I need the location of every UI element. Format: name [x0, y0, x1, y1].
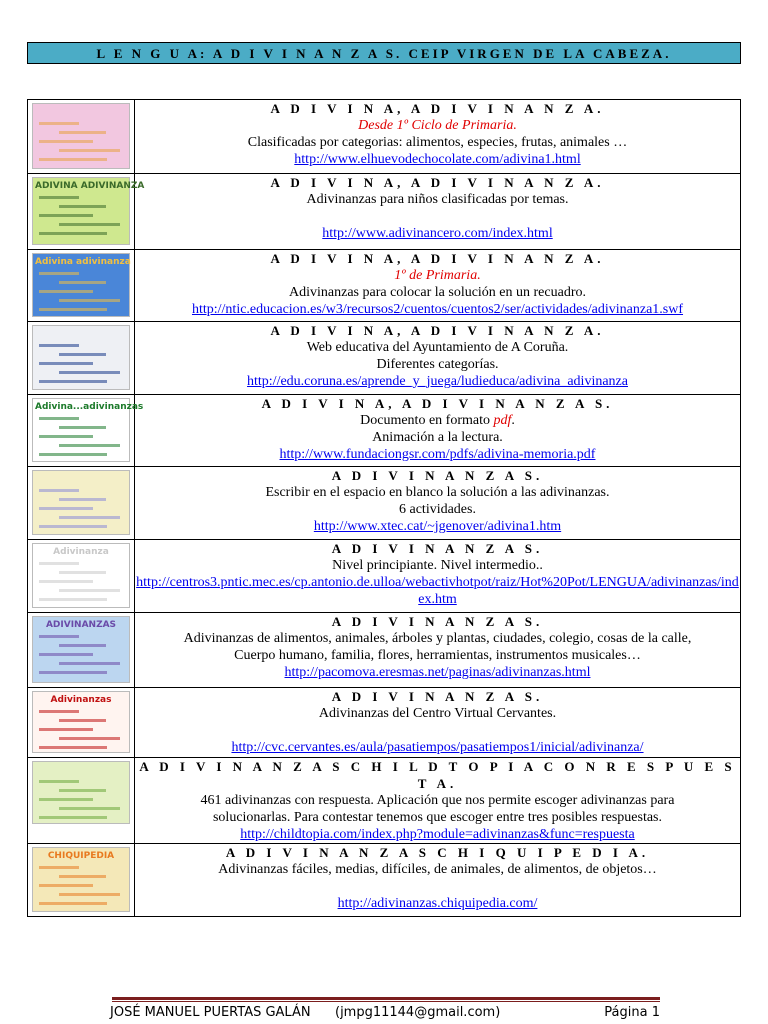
table-row — [28, 174, 741, 250]
thumbnail-cell — [28, 467, 135, 540]
resource-info-cell — [135, 100, 741, 174]
thumbnail-decor — [39, 798, 93, 801]
thumbnail-decor — [39, 746, 107, 749]
resource-title: A D I V I N A N Z A S. — [331, 614, 544, 629]
website-thumbnail — [32, 761, 130, 824]
table-row — [28, 540, 741, 613]
resource-description — [135, 722, 740, 739]
thumbnail-cell — [28, 688, 135, 758]
thumbnail-decor — [39, 362, 93, 365]
thumbnail-decor — [39, 196, 79, 199]
table-row — [28, 100, 741, 174]
thumbnail-cell — [28, 174, 145, 250]
thumbnail-decor — [39, 158, 107, 161]
resource-link-line — [135, 301, 740, 318]
thumbnail-decor — [59, 893, 120, 896]
thumbnail-decor — [39, 884, 93, 887]
thumbnail-decor — [39, 653, 93, 656]
thumbnail-decor — [39, 344, 79, 347]
resource-link-line — [135, 518, 740, 535]
resource-link-line — [135, 225, 740, 242]
thumbnail-cell — [28, 758, 135, 844]
resource-info-cell — [135, 844, 741, 917]
website-thumbnail — [32, 543, 130, 608]
resource-link-line — [135, 664, 740, 681]
thumbnail-decor — [39, 507, 93, 510]
thumbnail-decor — [39, 380, 107, 383]
resource-description: Animación a la lectura. — [372, 430, 503, 445]
thumbnail-decor — [39, 635, 79, 638]
resource-title: A D I V I N A N Z A S. — [331, 541, 544, 556]
thumbnail-decor — [59, 205, 106, 208]
resource-description: Adivinanzas fáciles, medias, difíciles, de animales, de alimentos, de objetos… — [218, 862, 657, 877]
resource-description: Nivel principiante. Nivel intermedio.. — [332, 558, 543, 573]
thumbnail-decor — [59, 719, 106, 722]
resource-link-line — [135, 895, 740, 912]
thumbnail-decor — [59, 498, 106, 501]
thumbnail-decor — [39, 710, 79, 713]
resource-title: A D I V I N A N Z A S C H I L D T O P I A C O N R E S P U E S T A. — [139, 759, 736, 791]
thumbnail-cell — [28, 100, 135, 174]
thumbnail-decor — [39, 525, 107, 528]
author-email: (jmpg11144@gmail.com) — [335, 1005, 501, 1020]
author-name: JOSÉ MANUEL PUERTAS GALÁN — [110, 1005, 311, 1020]
thumbnail-decor — [39, 453, 107, 456]
thumbnail-decor — [39, 435, 93, 438]
resource-link-line — [135, 446, 740, 463]
thumbnail-label: Adivinanza — [53, 547, 109, 557]
thumbnail-decor — [59, 516, 120, 519]
header-title: L E N G U A: A D I V I N A N Z A S. CEIP VIRGEN DE LA CABEZA. — [96, 46, 672, 61]
resource-title: A D I V I N A, A D I V I N A N Z A. — [270, 101, 605, 116]
footer-rule-thin — [112, 1001, 660, 1002]
thumbnail-decor — [39, 866, 79, 869]
thumbnail-decor — [59, 875, 106, 878]
resource-info-cell — [135, 250, 741, 322]
resource-link-line — [135, 739, 740, 756]
website-thumbnail — [32, 847, 130, 912]
resource-link[interactable]: http://centros3.pntic.mec.es/cp.antonio.de.ulloa/webactivhotpot/raiz/Hot%20Pot/LENGUA/adivinanzas/index.htm — [136, 575, 739, 607]
resource-link[interactable]: http://adivinanzas.chiquipedia.com/ — [337, 896, 538, 911]
resource-link[interactable]: http://pacomova.eresmas.net/paginas/adivinanzas.html — [284, 665, 591, 680]
thumbnail-decor — [59, 644, 106, 647]
thumbnail-label: Adivinanzas — [50, 695, 112, 705]
resource-description: Diferentes categorías. — [376, 357, 499, 372]
resource-link[interactable]: http://ntic.educacion.es/w3/recursos2/cuentos/cuentos2/ser/actividades/adivinanza1.swf — [191, 302, 684, 317]
table-row — [28, 844, 741, 917]
table-row — [28, 688, 741, 758]
thumbnail-decor — [59, 444, 120, 447]
resource-info-cell — [135, 395, 741, 467]
table-row — [28, 322, 741, 395]
resources-table — [27, 99, 741, 917]
resource-info-cell — [135, 613, 741, 688]
thumbnail-label: CHIQUIPEDIA — [47, 851, 115, 861]
resource-title: A D I V I N A, A D I V I N A N Z A. — [270, 251, 605, 266]
thumbnail-decor — [39, 562, 79, 565]
resource-title: A D I V I N A N Z A S. — [331, 468, 544, 483]
resource-link[interactable]: http://edu.coruna.es/aprende_y_juega/ludieduca/adivina_adivinanza — [247, 374, 628, 389]
resource-info-cell — [135, 322, 741, 395]
resource-info-cell — [135, 758, 741, 844]
thumbnail-cell — [28, 250, 135, 322]
resource-link-line — [135, 574, 740, 608]
resource-description — [135, 208, 740, 225]
resource-info-cell — [135, 467, 741, 540]
website-thumbnail — [32, 103, 130, 169]
thumbnail-label: Adivina...adivinanzas — [35, 402, 144, 412]
resource-description: solucionarlas. Para contestar tenemos que escoger entre tres posibles respuestas. — [212, 810, 663, 825]
website-thumbnail — [32, 616, 130, 683]
thumbnail-cell — [28, 613, 135, 688]
table-row — [28, 467, 741, 540]
thumbnail-decor — [39, 598, 107, 601]
resource-title: A D I V I N A N Z A S C H I Q U I P E D I A. — [225, 845, 650, 860]
resource-link[interactable]: http://www.xtec.cat/~jgenover/adivina1.htm — [313, 519, 562, 534]
resource-description: 6 actividades. — [399, 502, 476, 517]
website-thumbnail — [32, 177, 145, 245]
resource-level: 1º de Primaria. — [394, 268, 481, 283]
resource-description — [135, 878, 740, 895]
thumbnail-decor — [59, 299, 120, 302]
resource-description: Adivinanzas para niños clasificadas por temas. — [306, 192, 569, 207]
thumbnail-decor — [59, 426, 106, 429]
table-row — [28, 613, 741, 688]
website-thumbnail — [32, 253, 130, 317]
resource-description: Cuerpo humano, familia, flores, herramientas, instrumentos musicales… — [234, 648, 641, 663]
resource-description: Escribir en el espacio en blanco la solución a las adivinanzas. — [265, 485, 610, 500]
thumbnail-cell — [28, 395, 144, 467]
thumbnail-cell — [28, 322, 135, 395]
resource-info-cell — [135, 688, 741, 758]
resource-title: A D I V I N A, A D I V I N A N Z A. — [270, 323, 605, 338]
thumbnail-decor — [59, 662, 120, 665]
resource-description: 461 adivinanzas con respuesta. Aplicación que nos permite escoger adivinanzas para — [200, 793, 675, 808]
thumbnail-decor — [39, 214, 93, 217]
resource-info-cell — [135, 174, 741, 250]
website-thumbnail — [32, 691, 130, 753]
thumbnail-decor — [59, 131, 106, 134]
resource-description: Adivinanzas para colocar la solución en un recuadro. — [289, 285, 586, 300]
thumbnail-label: ADIVINA ADIVINANZA — [35, 181, 145, 191]
thumbnail-decor — [39, 580, 93, 583]
resource-title: A D I V I N A N Z A S. — [331, 689, 544, 704]
resource-level: Desde 1º Ciclo de Primaria. — [358, 118, 517, 133]
resource-link-line — [135, 373, 740, 390]
pdf-highlight: pdf — [493, 413, 512, 428]
thumbnail-decor — [39, 417, 79, 420]
table-row — [28, 758, 741, 844]
thumbnail-decor — [39, 272, 79, 275]
table-row — [28, 395, 741, 467]
thumbnail-decor — [39, 902, 107, 905]
page-header — [27, 42, 741, 64]
thumbnail-decor — [39, 671, 107, 674]
thumbnail-decor — [39, 780, 79, 783]
website-thumbnail — [32, 325, 130, 390]
thumbnail-decor — [39, 308, 107, 311]
resource-description: Adivinanzas de alimentos, animales, árboles y plantas, ciudades, colegio, cosas de la calle, — [183, 631, 692, 646]
resource-link[interactable]: http://cvc.cervantes.es/aula/pasatiempos/pasatiempos1/inicial/adivinanza/ — [231, 740, 644, 755]
resource-title: A D I V I N A, A D I V I N A N Z A S. — [261, 396, 614, 411]
resource-link[interactable]: http://www.adivinancero.com/index.html — [322, 226, 553, 241]
resource-title: A D I V I N A, A D I V I N A N Z A. — [270, 175, 605, 190]
thumbnail-decor — [59, 737, 120, 740]
footer-rule — [112, 997, 660, 1000]
thumbnail-cell — [28, 844, 135, 917]
table-row — [28, 250, 741, 322]
thumbnail-decor — [59, 371, 120, 374]
page-number: Página 1 — [604, 1005, 660, 1020]
resource-description: Documento en formato pdf. — [360, 413, 515, 428]
resource-link[interactable]: http://www.elhuevodechocolate.com/adivina1.html — [294, 152, 581, 167]
resource-description: Adivinanzas del Centro Virtual Cervantes. — [318, 706, 557, 721]
thumbnail-cell — [28, 540, 135, 613]
thumbnail-decor — [59, 589, 120, 592]
resource-description: Clasificadas por categorias: alimentos, especies, frutas, animales … — [247, 135, 628, 150]
resource-link[interactable]: http://childtopia.com/index.php?module=adivinanzas&func=respuesta — [240, 827, 635, 842]
thumbnail-decor — [39, 728, 93, 731]
thumbnail-decor — [39, 489, 79, 492]
resource-link[interactable]: http://www.fundaciongsr.com/pdfs/adivina-memoria.pdf — [279, 447, 596, 462]
thumbnail-decor — [59, 281, 106, 284]
thumbnail-label: ADIVINANZAS — [45, 620, 117, 630]
resource-info-cell — [135, 540, 741, 613]
thumbnail-decor — [59, 353, 106, 356]
thumbnail-label: Adivina adivinanza — [35, 257, 131, 267]
resource-link-line — [135, 826, 740, 843]
resource-link-line — [135, 151, 740, 168]
website-thumbnail — [32, 470, 130, 535]
thumbnail-decor — [39, 140, 93, 143]
thumbnail-decor — [59, 223, 120, 226]
thumbnail-decor — [59, 149, 120, 152]
thumbnail-decor — [39, 122, 79, 125]
resource-description: Web educativa del Ayuntamiento de A Coruña. — [306, 340, 569, 355]
thumbnail-decor — [59, 807, 120, 810]
thumbnail-decor — [59, 789, 106, 792]
thumbnail-decor — [39, 232, 107, 235]
thumbnail-decor — [59, 571, 106, 574]
thumbnail-decor — [39, 816, 107, 819]
thumbnail-decor — [39, 290, 93, 293]
website-thumbnail — [32, 398, 144, 462]
